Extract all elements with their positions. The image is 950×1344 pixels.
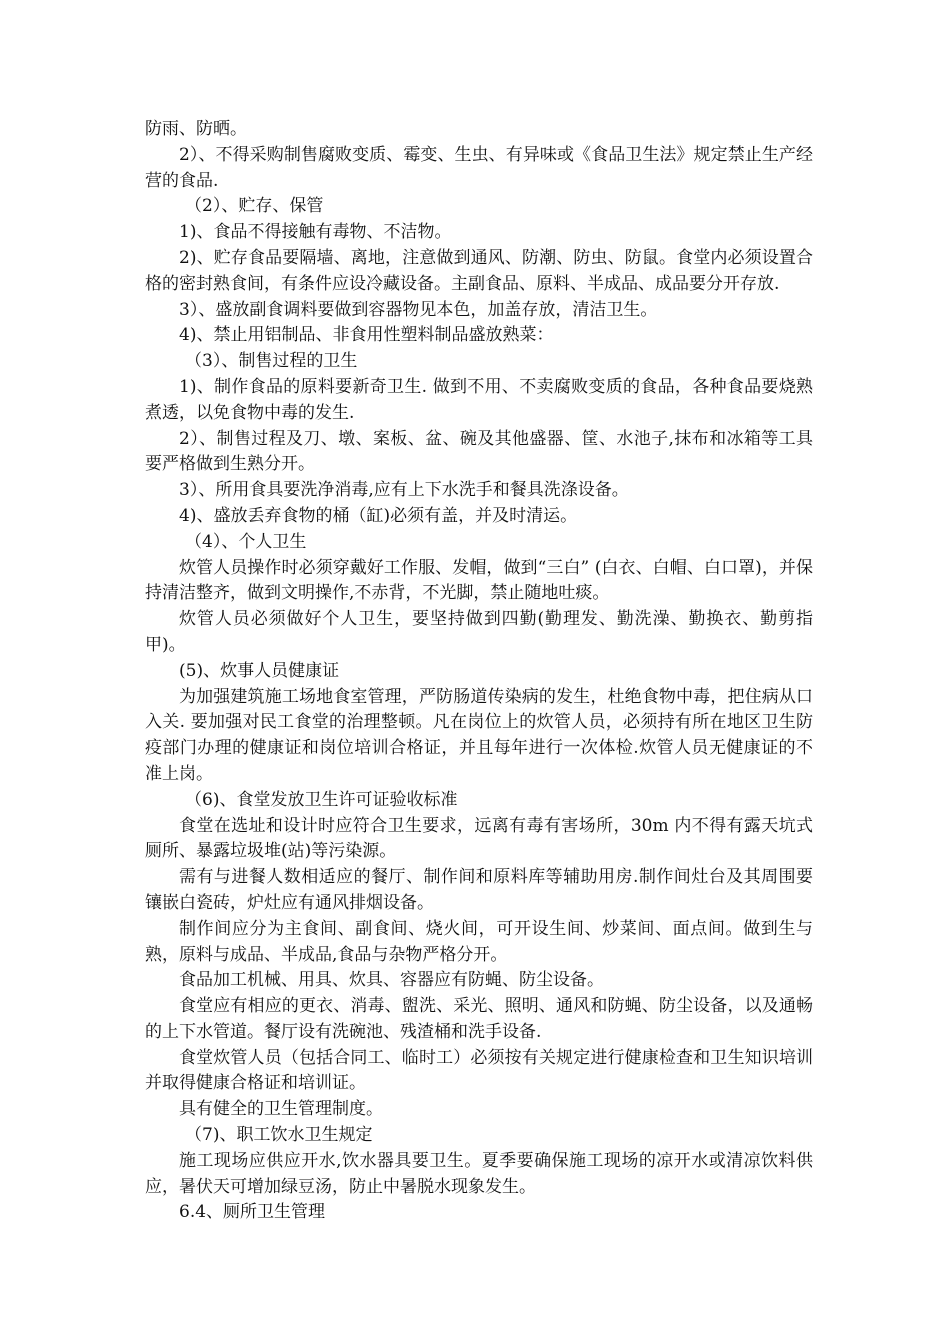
subsection-heading: （6)、食堂发放卫生许可证验收标准: [185, 789, 458, 810]
paragraph: 食堂应有相应的更衣、消毒、盥洗、采光、照明、通风和防蝇、防尘设备，以及通畅的上下水管道。餐厅设有洗碗池、残渣桶和洗手设备.: [145, 996, 813, 1042]
paragraph: 需有与进餐人数相适应的餐厅、制作间和原料库等辅助用房.制作间灶台及其周围要镶嵌白瓷砖，炉灶应有通风排烟设备。: [145, 867, 813, 913]
subsection-heading: (5)、炊事人员健康证: [179, 660, 340, 681]
paragraph: 4)、禁止用铝制品、非食用性塑料制品盛放熟菜：: [179, 325, 554, 346]
paragraph: 1)、制作食品的原料要新奇卫生. 做到不用、不卖腐败变质的食品，各种食品要烧熟煮透，以免食物中毒的发生.: [145, 376, 813, 423]
paragraph: 3）、盛放副食调料要做到容器物见本色，加盖存放，清洁卫生。: [179, 299, 658, 320]
document-body: [145, 117, 813, 1226]
paragraph: 施工现场应供应开水,饮水器具要卫生。夏季要确保施工现场的凉开水或清凉饮料供应，暑伏天可增加绿豆汤，防止中暑脱水现象发生。: [145, 1150, 813, 1197]
paragraph: 4)、盛放丢弃食物的桶（缸)必须有盖，并及时清运。: [179, 505, 578, 526]
subsection-heading: （4）、个人卫生: [185, 531, 307, 552]
paragraph: 具有健全的卫生管理制度。: [179, 1099, 383, 1120]
paragraph: 3）、所用食具要洗净消毒,应有上下水洗手和餐具洗涤设备。: [179, 480, 629, 501]
paragraph: 食品加工机械、用具、炊具、容器应有防蝇、防尘设备。: [179, 970, 604, 991]
paragraph: 2)、贮存食品要隔墙、离地，注意做到通风、防潮、防虫、防鼠。食堂内必须设置合格的密封熟食间，有条件应设冷藏设备。主副食品、原料、半成品、成品要分开存放.: [145, 247, 813, 294]
paragraph: 为加强建筑施工场地食室管理，严防肠道传染病的发生，杜绝食物中毒，把住病从口入关. 要加强对民工食堂的治理整顿。凡在岗位上的炊管人员，必须持有所在地区卫生防疫部门办理的健康证和岗位培训合格证，并且每年进行一次体检.炊管人员无健康证的不准上岗。: [145, 686, 813, 784]
subsection-heading: （7)、职工饮水卫生规定: [185, 1125, 373, 1146]
paragraph: 食堂炊管人员（包括合同工、临时工）必须按有关规定进行健康检查和卫生知识培训并取得健康合格证和培训证。: [145, 1047, 813, 1094]
paragraph: 制作间应分为主食间、副食间、烧火间，可开设生间、炒菜间、面点间。做到生与熟，原料与成品、半成品,食品与杂物严格分开。: [145, 918, 813, 965]
paragraph: 1)、食品不得接触有毒物、不洁物。: [179, 222, 452, 243]
paragraph: 2）、不得采购制售腐败变质、霉变、生虫、有异味或《食品卫生法》规定禁止生产经营的食品.: [145, 144, 813, 191]
paragraph-continuation: 防雨、防晒。: [145, 119, 247, 139]
paragraph: 炊管人员操作时必须穿戴好工作服、发帽，做到“三白” (白衣、白帽、白口罩)，并保持清洁整齐，做到文明操作,不赤背，不光脚，禁止随地吐痰。: [145, 557, 813, 604]
subsection-heading: （3）、制售过程的卫生: [185, 351, 358, 372]
subsection-heading: （2）、贮存、保管: [185, 196, 324, 217]
paragraph: 炊管人员必须做好个人卫生，要坚持做到四勤(勤理发、勤洗澡、勤换衣、勤剪指甲)。: [145, 609, 813, 655]
paragraph: 食堂在选址和设计时应符合卫生要求，远离有毒有害场所，30m 内不得有露天坑式厕所、暴露垃圾堆(站)等污染源。: [145, 815, 813, 862]
paragraph: 2）、制售过程及刀、墩、案板、盆、碗及其他盛器、筐、水池子,抹布和冰箱等工具要严格做到生熟分开。: [145, 428, 813, 475]
section-heading: 6.4、厕所卫生管理: [179, 1202, 326, 1223]
